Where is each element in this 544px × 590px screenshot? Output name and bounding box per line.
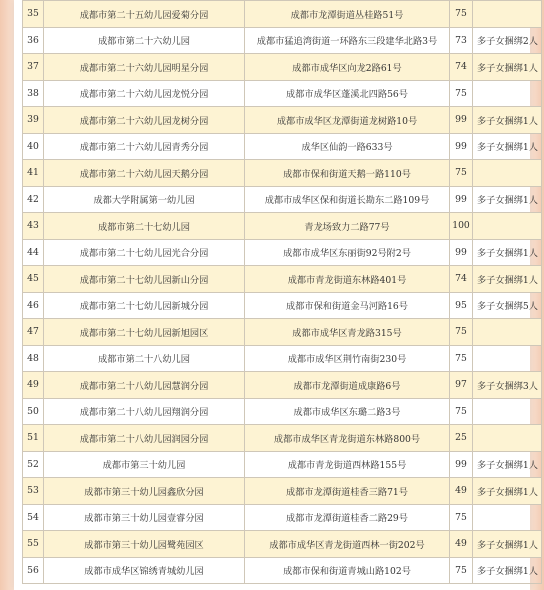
table-row bbox=[23, 557, 542, 584]
table-row bbox=[23, 451, 542, 478]
table-row bbox=[23, 107, 542, 134]
kindergarten-name-cell: 成都市成华区锦绣青城幼儿园 bbox=[44, 557, 245, 584]
address-cell: 成都市青龙街道东林路401号 bbox=[245, 266, 450, 293]
table-row bbox=[23, 398, 542, 425]
table-row bbox=[23, 478, 542, 505]
address-cell: 成都市龙潭街道桂香二路29号 bbox=[245, 504, 450, 531]
quota-cell: 95 bbox=[450, 292, 473, 319]
address-cell: 成都市保和街道青城山路102号 bbox=[245, 557, 450, 584]
address-cell: 成都市猛追湾街道一环路东三段建华北路3号 bbox=[245, 27, 450, 54]
kindergarten-name-cell: 成都市第二十六幼儿园明星分园 bbox=[44, 54, 245, 81]
quota-cell: 74 bbox=[450, 266, 473, 293]
address-cell: 成都市成华区东璐二路3号 bbox=[245, 398, 450, 425]
row-number-cell: 36 bbox=[23, 27, 44, 54]
quota-cell: 75 bbox=[450, 1, 473, 28]
kindergarten-name-cell: 成都市第二十六幼儿园天鹅分园 bbox=[44, 160, 245, 187]
address-cell: 成都市龙潭街道成康路6号 bbox=[245, 372, 450, 399]
address-cell: 成都市龙潭街道丛桂路51号 bbox=[245, 1, 450, 28]
kindergarten-name-cell: 成都市第二十六幼儿园青秀分园 bbox=[44, 133, 245, 160]
note-cell: 多子女捆绑1人 bbox=[473, 186, 542, 213]
address-cell: 成都市成华区东丽街92号附2号 bbox=[245, 239, 450, 266]
note-cell bbox=[473, 1, 542, 28]
quota-cell: 99 bbox=[450, 133, 473, 160]
row-number-cell: 50 bbox=[23, 398, 44, 425]
quota-cell: 73 bbox=[450, 27, 473, 54]
kindergarten-name-cell: 成都市第二十八幼儿园慧润分园 bbox=[44, 372, 245, 399]
quota-cell: 75 bbox=[450, 557, 473, 584]
note-cell: 多子女捆绑1人 bbox=[473, 239, 542, 266]
note-cell: 多子女捆绑1人 bbox=[473, 107, 542, 134]
table-row bbox=[23, 239, 542, 266]
quota-cell: 100 bbox=[450, 213, 473, 240]
address-cell: 青龙场致力二路77号 bbox=[245, 213, 450, 240]
quota-cell: 99 bbox=[450, 239, 473, 266]
kindergarten-name-cell: 成都市第二十七幼儿园新城分园 bbox=[44, 292, 245, 319]
note-cell bbox=[473, 213, 542, 240]
kindergarten-name-cell: 成都市第二十七幼儿园新旭园区 bbox=[44, 319, 245, 346]
address-cell: 成都市成华区青龙街道西林一街202号 bbox=[245, 531, 450, 558]
address-cell: 成都市保和街道天鹅一路110号 bbox=[245, 160, 450, 187]
note-cell: 多子女捆绑1人 bbox=[473, 478, 542, 505]
note-cell: 多子女捆绑1人 bbox=[473, 54, 542, 81]
row-number-cell: 42 bbox=[23, 186, 44, 213]
row-number-cell: 51 bbox=[23, 425, 44, 452]
row-number-cell: 35 bbox=[23, 1, 44, 28]
note-cell bbox=[473, 160, 542, 187]
quota-cell: 75 bbox=[450, 504, 473, 531]
table-row bbox=[23, 292, 542, 319]
quota-cell: 99 bbox=[450, 107, 473, 134]
note-cell bbox=[473, 345, 542, 372]
table-row bbox=[23, 186, 542, 213]
note-cell: 多子女捆绑1人 bbox=[473, 531, 542, 558]
address-cell: 成都市保和街道金马河路16号 bbox=[245, 292, 450, 319]
row-number-cell: 44 bbox=[23, 239, 44, 266]
note-cell bbox=[473, 80, 542, 107]
address-cell: 成都市成华区蓬溪北四路56号 bbox=[245, 80, 450, 107]
address-cell: 成都市青龙街道西林路155号 bbox=[245, 451, 450, 478]
note-cell: 多子女捆绑1人 bbox=[473, 451, 542, 478]
kindergarten-name-cell: 成都市第三十幼儿园鑫欣分园 bbox=[44, 478, 245, 505]
table-row bbox=[23, 1, 542, 28]
address-cell: 成都市成华区向龙2路61号 bbox=[245, 54, 450, 81]
note-cell: 多子女捆绑1人 bbox=[473, 133, 542, 160]
note-cell bbox=[473, 319, 542, 346]
quota-cell: 75 bbox=[450, 398, 473, 425]
table-row bbox=[23, 133, 542, 160]
kindergarten-name-cell: 成都市第二十八幼儿园润园分园 bbox=[44, 425, 245, 452]
note-cell bbox=[473, 504, 542, 531]
row-number-cell: 38 bbox=[23, 80, 44, 107]
row-number-cell: 46 bbox=[23, 292, 44, 319]
note-cell: 多子女捆绑1人 bbox=[473, 266, 542, 293]
table-row bbox=[23, 54, 542, 81]
table-row bbox=[23, 531, 542, 558]
row-number-cell: 40 bbox=[23, 133, 44, 160]
quota-cell: 75 bbox=[450, 319, 473, 346]
row-number-cell: 56 bbox=[23, 557, 44, 584]
table-row bbox=[23, 266, 542, 293]
kindergarten-name-cell: 成都市第二十六幼儿园龙悦分园 bbox=[44, 80, 245, 107]
quota-cell: 25 bbox=[450, 425, 473, 452]
row-number-cell: 48 bbox=[23, 345, 44, 372]
address-cell: 成都市成华区青龙街道东林路800号 bbox=[245, 425, 450, 452]
table-row bbox=[23, 213, 542, 240]
row-number-cell: 54 bbox=[23, 504, 44, 531]
address-cell: 成都市成华区保和街道长勘东二路109号 bbox=[245, 186, 450, 213]
row-number-cell: 39 bbox=[23, 107, 44, 134]
address-cell: 成都市龙潭街道桂香三路71号 bbox=[245, 478, 450, 505]
row-number-cell: 45 bbox=[23, 266, 44, 293]
row-number-cell: 49 bbox=[23, 372, 44, 399]
address-cell: 成华区仙韵一路633号 bbox=[245, 133, 450, 160]
note-cell: 多子女捆绑5人 bbox=[473, 292, 542, 319]
row-number-cell: 55 bbox=[23, 531, 44, 558]
quota-cell: 75 bbox=[450, 80, 473, 107]
kindergarten-name-cell: 成都市第二十八幼儿园 bbox=[44, 345, 245, 372]
kindergarten-name-cell: 成都市第三十幼儿园鹭苑园区 bbox=[44, 531, 245, 558]
table-body bbox=[23, 1, 542, 584]
table-row bbox=[23, 80, 542, 107]
row-number-cell: 37 bbox=[23, 54, 44, 81]
quota-cell: 75 bbox=[450, 160, 473, 187]
row-number-cell: 43 bbox=[23, 213, 44, 240]
note-cell bbox=[473, 425, 542, 452]
quota-cell: 75 bbox=[450, 345, 473, 372]
kindergarten-name-cell: 成都市第二十五幼儿园爱菊分园 bbox=[44, 1, 245, 28]
table-row bbox=[23, 372, 542, 399]
quota-cell: 74 bbox=[450, 54, 473, 81]
row-number-cell: 41 bbox=[23, 160, 44, 187]
quota-cell: 49 bbox=[450, 478, 473, 505]
kindergarten-name-cell: 成都市第二十七幼儿园 bbox=[44, 213, 245, 240]
note-cell bbox=[473, 398, 542, 425]
note-cell: 多子女捆绑3人 bbox=[473, 372, 542, 399]
note-cell: 多子女捆绑2人 bbox=[473, 27, 542, 54]
kindergarten-name-cell: 成都市第二十七幼儿园新山分园 bbox=[44, 266, 245, 293]
address-cell: 成都市成华区青龙路315号 bbox=[245, 319, 450, 346]
kindergarten-name-cell: 成都市第二十八幼儿园翔润分园 bbox=[44, 398, 245, 425]
table-row bbox=[23, 27, 542, 54]
kindergarten-name-cell: 成都大学附属第一幼儿园 bbox=[44, 186, 245, 213]
table-row bbox=[23, 319, 542, 346]
quota-cell: 99 bbox=[450, 451, 473, 478]
document-sheet bbox=[14, 0, 538, 590]
quota-cell: 97 bbox=[450, 372, 473, 399]
table-row bbox=[23, 345, 542, 372]
quota-cell: 99 bbox=[450, 186, 473, 213]
table-row bbox=[23, 425, 542, 452]
table-row bbox=[23, 160, 542, 187]
note-cell: 多子女捆绑1人 bbox=[473, 557, 542, 584]
kindergarten-table bbox=[22, 0, 542, 584]
row-number-cell: 47 bbox=[23, 319, 44, 346]
table-row bbox=[23, 504, 542, 531]
kindergarten-name-cell: 成都市第二十六幼儿园龙树分园 bbox=[44, 107, 245, 134]
row-number-cell: 52 bbox=[23, 451, 44, 478]
address-cell: 成都市成华区荆竹南街230号 bbox=[245, 345, 450, 372]
address-cell: 成都市成华区龙潭街道龙树路10号 bbox=[245, 107, 450, 134]
kindergarten-name-cell: 成都市第三十幼儿园壹睿分园 bbox=[44, 504, 245, 531]
quota-cell: 49 bbox=[450, 531, 473, 558]
kindergarten-name-cell: 成都市第二十六幼儿园 bbox=[44, 27, 245, 54]
kindergarten-name-cell: 成都市第三十幼儿园 bbox=[44, 451, 245, 478]
row-number-cell: 53 bbox=[23, 478, 44, 505]
kindergarten-name-cell: 成都市第二十七幼儿园光合分园 bbox=[44, 239, 245, 266]
